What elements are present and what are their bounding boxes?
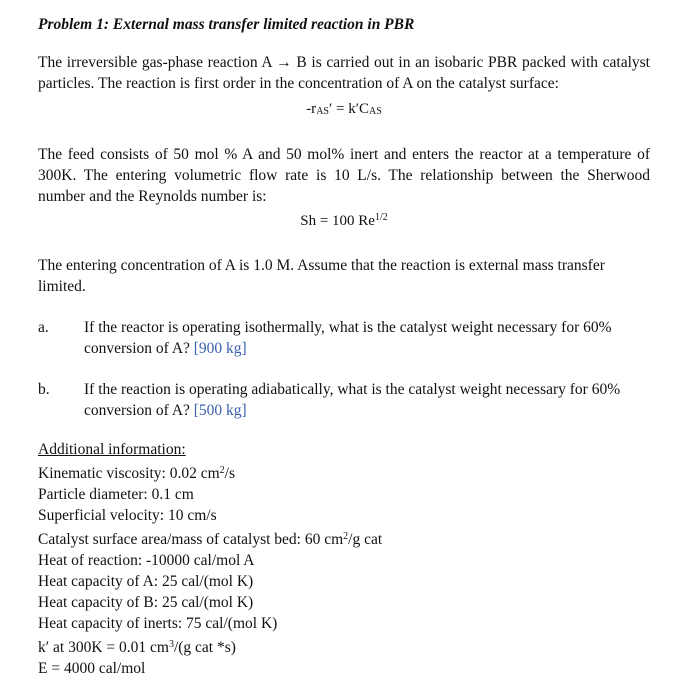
rate-constant-sup: 3 <box>168 639 174 650</box>
rate-constant-unit: /(g cat *s) <box>173 639 236 656</box>
rate-eq-lhs: -r <box>306 101 317 117</box>
catalyst-area-text: Catalyst surface area/mass of catalyst bed: 60 cm <box>38 531 344 548</box>
heat-capacity-a: Heat capacity of A: 25 cal/(mol K) <box>38 573 254 590</box>
question-b <box>38 379 650 421</box>
kinematic-viscosity-text: Kinematic viscosity: 0.02 cm <box>38 465 220 482</box>
question-b-text: If the reaction is operating adiabatically, what is the catalyst weight necessary for 60% conversion of A? <box>84 381 621 419</box>
rate-eq-rhs-sub: AS <box>369 106 382 117</box>
rate-constant-text: k′ at 300K = 0.01 cm <box>38 639 169 656</box>
additional-info-heading: Additional information: <box>38 441 186 458</box>
problem-document <box>38 14 650 679</box>
question-b-answer: [500 kg] <box>193 402 247 419</box>
heat-capacity-b: Heat capacity of B: 25 cal/(mol K) <box>38 594 254 611</box>
intro-paragraph: The irreversible gas-phase reaction A → B is carried out in an isobaric PBR packed with catalyst particles. The reaction is first order in the concentration of A on the catalyst surface: <box>38 54 650 92</box>
particle-diameter: Particle diameter: 0.1 cm <box>38 486 194 503</box>
rate-eq-mid: ′ = k′C <box>328 101 370 117</box>
rate-eq-lhs-sub: AS <box>316 106 329 117</box>
catalyst-area-sup: 2 <box>343 531 349 542</box>
heat-capacity-inerts: Heat capacity of inerts: 75 cal/(mol K) <box>38 615 278 632</box>
sherwood-eq-exponent: 1/2 <box>374 212 388 223</box>
kinematic-viscosity-sup: 2 <box>219 465 225 476</box>
feed-paragraph: The feed consists of 50 mol % A and 50 mol% inert and enters the reactor at a temperature of 300K. The entering volumetric flow rate is 10 L/s. The relationship between the Sherwood number and the Reynolds number is: <box>38 146 650 205</box>
question-a-body <box>84 317 650 359</box>
additional-information <box>38 439 650 679</box>
question-b-label: b. <box>38 381 50 398</box>
question-a-answer: [900 kg] <box>193 340 247 357</box>
rate-equation <box>38 99 650 122</box>
kinematic-viscosity <box>38 460 650 484</box>
question-a <box>38 317 650 359</box>
catalyst-surface-area <box>38 526 650 550</box>
sherwood-eq-text: Sh = 100 Re <box>300 213 375 229</box>
kinematic-viscosity-unit: /s <box>224 465 236 482</box>
catalyst-area-unit: /g cat <box>348 531 383 548</box>
question-b-body <box>84 379 650 421</box>
rate-constant <box>38 634 650 658</box>
sherwood-equation <box>38 207 650 232</box>
question-a-label: a. <box>38 319 49 336</box>
question-a-text: If the reactor is operating isothermally, what is the catalyst weight necessary for 60% conversion of A? <box>84 319 612 357</box>
activation-energy: E = 4000 cal/mol <box>38 660 146 677</box>
entering-paragraph: The entering concentration of A is 1.0 M. Assume that the reaction is external mass transfer limited. <box>38 257 605 295</box>
heat-of-reaction: Heat of reaction: -10000 cal/mol A <box>38 552 255 569</box>
superficial-velocity: Superficial velocity: 10 cm/s <box>38 507 217 524</box>
problem-title: Problem 1: External mass transfer limited reaction in PBR <box>38 16 415 33</box>
